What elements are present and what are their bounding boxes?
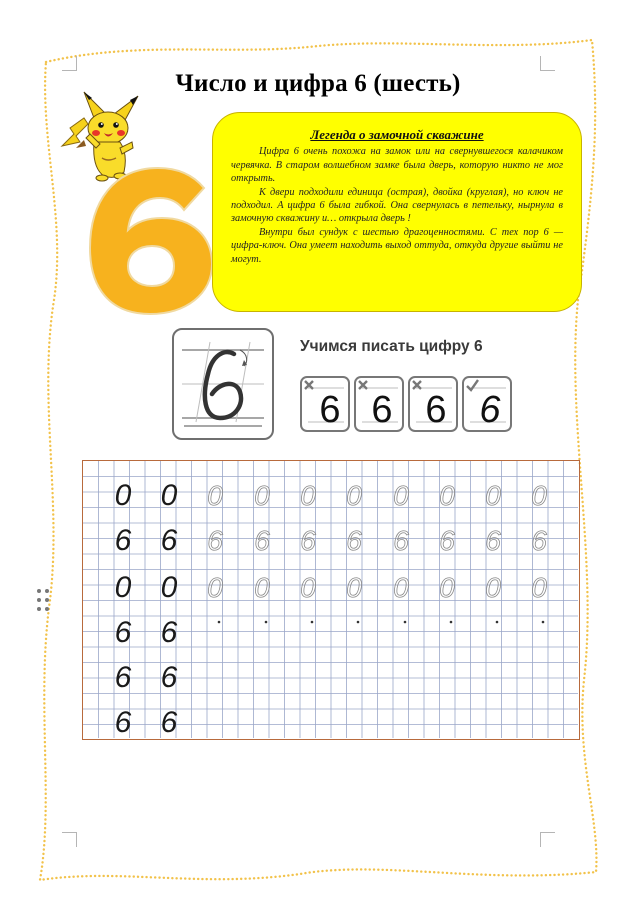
example-digit: 6 <box>319 389 341 430</box>
model-digit: 6 <box>160 661 178 694</box>
start-dot <box>218 621 221 624</box>
example-cell-right <box>462 376 512 432</box>
page-corner-mark <box>62 56 77 71</box>
example-digit: 6 <box>425 389 447 430</box>
page-corner-mark <box>540 56 555 71</box>
big-six-numeral <box>80 162 220 318</box>
start-dot <box>357 621 360 624</box>
start-dot <box>265 621 268 624</box>
legend-box <box>212 112 582 312</box>
trace-digit: 0 <box>300 480 316 511</box>
trace-digit: 6 <box>254 525 270 556</box>
trace-digit: 6 <box>300 525 316 556</box>
model-digit: 6 <box>114 706 132 738</box>
sample-digit-grid <box>174 330 272 438</box>
model-digit: 6 <box>114 524 132 557</box>
example-digit: 6 <box>479 389 501 430</box>
trace-digit: 0 <box>393 572 409 603</box>
trace-digit: 0 <box>300 572 316 603</box>
trace-digit: 0 <box>439 572 455 603</box>
trace-digit: 0 <box>531 572 547 603</box>
trace-digit: 6 <box>485 525 501 556</box>
trace-digit: 0 <box>439 480 455 511</box>
legend-paragraph: Цифра 6 очень похожа на замок или на свернувшегося калачиком червячка. В старом волшебном замке была дверь, которую никто не мог открыть. <box>231 146 563 185</box>
trace-digit: 6 <box>531 525 547 556</box>
trace-digit: 0 <box>485 480 501 511</box>
trace-digit: 0 <box>207 572 223 603</box>
trace-digit: 6 <box>207 525 223 556</box>
start-dot <box>450 621 453 624</box>
practice-grid-canvas <box>83 461 578 738</box>
page-corner-mark <box>62 832 77 847</box>
model-digit: 0 <box>160 479 178 512</box>
trace-digit: 0 <box>254 572 270 603</box>
start-dot <box>496 621 499 624</box>
trace-digit: 0 <box>207 480 223 511</box>
trace-digit: 0 <box>346 572 362 603</box>
model-digit: 6 <box>114 661 132 694</box>
start-dot <box>404 621 407 624</box>
model-digit: 0 <box>114 479 132 512</box>
trace-digit: 6 <box>346 525 362 556</box>
drag-handle-icon[interactable] <box>36 588 50 612</box>
model-digit: 6 <box>160 524 178 557</box>
model-digit: 6 <box>114 616 132 649</box>
trace-digit: 0 <box>254 480 270 511</box>
example-digit: 6 <box>371 389 393 430</box>
trace-digit: 0 <box>346 480 362 511</box>
example-cell-wrong <box>300 376 350 432</box>
example-cell-wrong <box>354 376 404 432</box>
legend-title: Легенда о замочной скважине <box>310 127 484 142</box>
trace-digit: 0 <box>485 572 501 603</box>
example-cell-wrong <box>408 376 458 432</box>
model-digit: 0 <box>114 571 132 604</box>
trace-digit: 0 <box>393 480 409 511</box>
page-title: Число и цифра 6 (шесть) <box>175 70 461 97</box>
page-corner-mark <box>540 832 555 847</box>
trace-digit: 6 <box>439 525 455 556</box>
start-dot <box>311 621 314 624</box>
trace-digit: 6 <box>393 525 409 556</box>
sample-digit-box <box>172 328 274 440</box>
trace-digit: 0 <box>531 480 547 511</box>
learning-title: Учимся писать цифру 6 <box>300 338 483 355</box>
start-dot <box>542 621 545 624</box>
model-digit: 0 <box>160 571 178 604</box>
practice-grid <box>82 460 580 740</box>
model-digit: 6 <box>160 706 178 738</box>
legend-paragraph: К двери подходили единица (острая), двойка (круглая), но ключ не подходил. А цифра 6 была гибкой. Она свернулась в петельку, нырнула в замочную скважину и… открыла дверь ! <box>231 186 563 225</box>
legend-paragraph: Внутри был сундук с шестью драгоценностями. С тех пор 6 — цифра-ключ. Она умеет находить выход оттуда, откуда другие выйти не могут. <box>231 226 563 265</box>
model-digit: 6 <box>160 616 178 649</box>
